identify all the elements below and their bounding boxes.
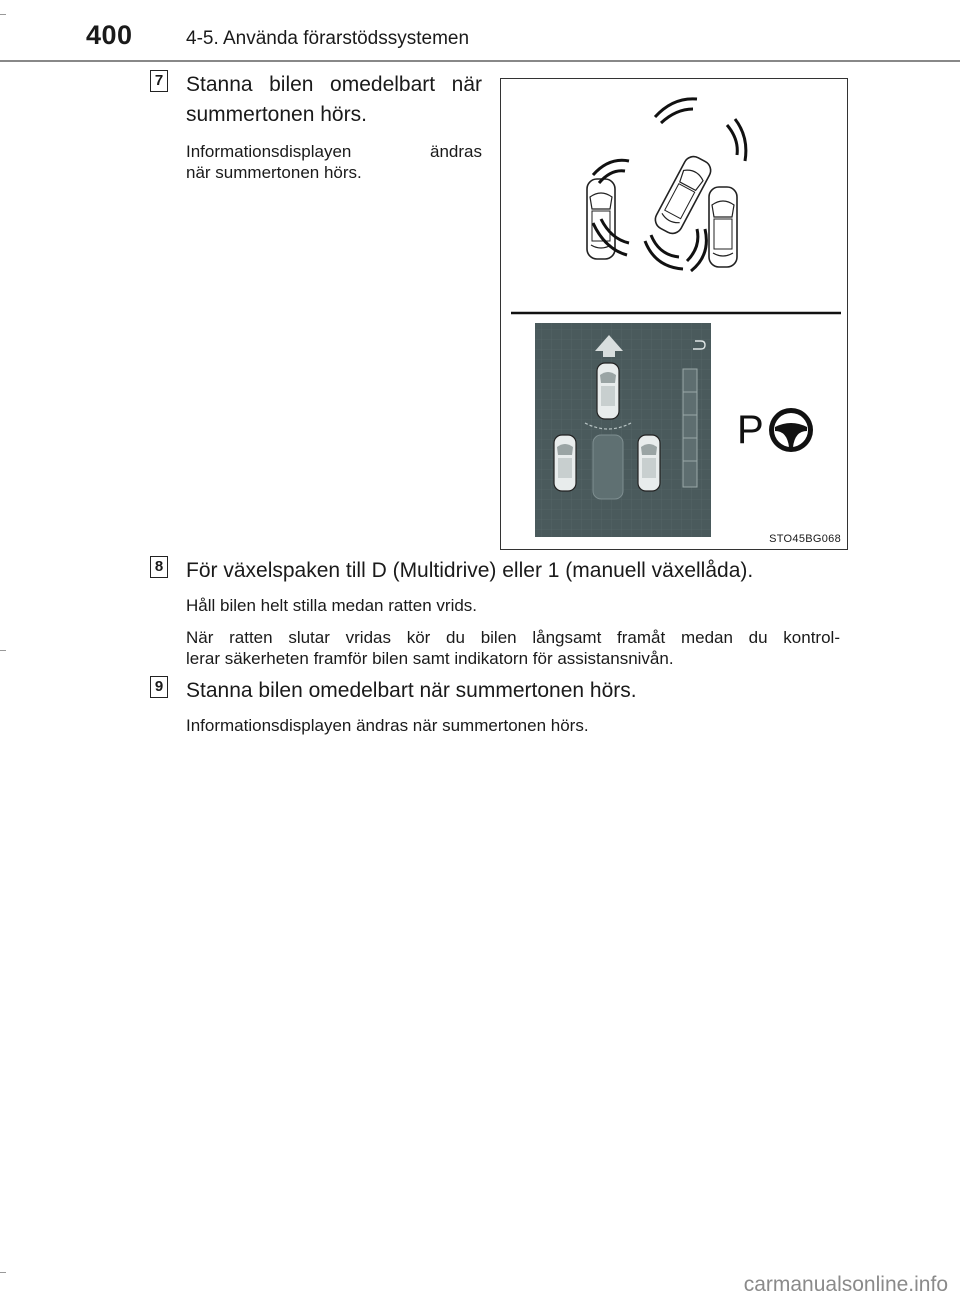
crop-mark bbox=[0, 14, 6, 15]
car-icon bbox=[638, 435, 660, 491]
header-rule bbox=[0, 60, 960, 62]
car-icon bbox=[709, 187, 737, 267]
step-note: Informationsdisplayen ändras när summertonen hörs. bbox=[186, 716, 589, 735]
step-title: Stanna bilen omedelbart när summertonen hörs. bbox=[186, 679, 637, 702]
crop-mark bbox=[0, 1272, 6, 1273]
step-number-badge: 9 bbox=[150, 676, 168, 698]
step-note-line: när summertonen hörs. bbox=[186, 163, 362, 182]
step-number-badge: 7 bbox=[150, 70, 168, 92]
step-title-line: summertonen hörs. bbox=[186, 103, 367, 126]
step-title bbox=[186, 70, 482, 100]
step-title-line: Stanna bilen omedelbart när bbox=[186, 73, 482, 96]
figure-code: STO45BG068 bbox=[769, 533, 841, 545]
step-note-line: Informationsdisplayen ändras bbox=[186, 142, 482, 161]
crop-mark bbox=[0, 650, 6, 651]
car-icon bbox=[554, 435, 576, 491]
page-number: 400 bbox=[86, 20, 133, 50]
step-note: Håll bilen helt stilla medan ratten vrids. bbox=[186, 596, 478, 615]
steering-wheel-icon bbox=[769, 408, 813, 452]
step-note-line: När ratten slutar vridas kör du bilen långsamt framåt medan du kontrol- bbox=[186, 628, 840, 647]
car-icon bbox=[652, 153, 714, 237]
step-title: För växelspaken till D (Multidrive) eller 1 (manuell växellåda). bbox=[186, 559, 754, 582]
assist-level-indicator bbox=[683, 369, 697, 487]
section-title: 4-5. Använda förarstödssystemen bbox=[186, 28, 470, 49]
step-note-line: lerar säkerheten framför bilen samt indikatorn för assistansnivån. bbox=[186, 649, 674, 668]
parking-assist-illustration bbox=[500, 78, 848, 550]
car-icon bbox=[597, 363, 619, 419]
illustration-drawing bbox=[501, 79, 849, 551]
park-assist-p-label: P bbox=[737, 408, 764, 452]
watermark-link[interactable]: carmanualsonline.info bbox=[743, 1273, 948, 1296]
step-number-badge: 8 bbox=[150, 556, 168, 578]
target-parking-slot bbox=[593, 435, 623, 499]
